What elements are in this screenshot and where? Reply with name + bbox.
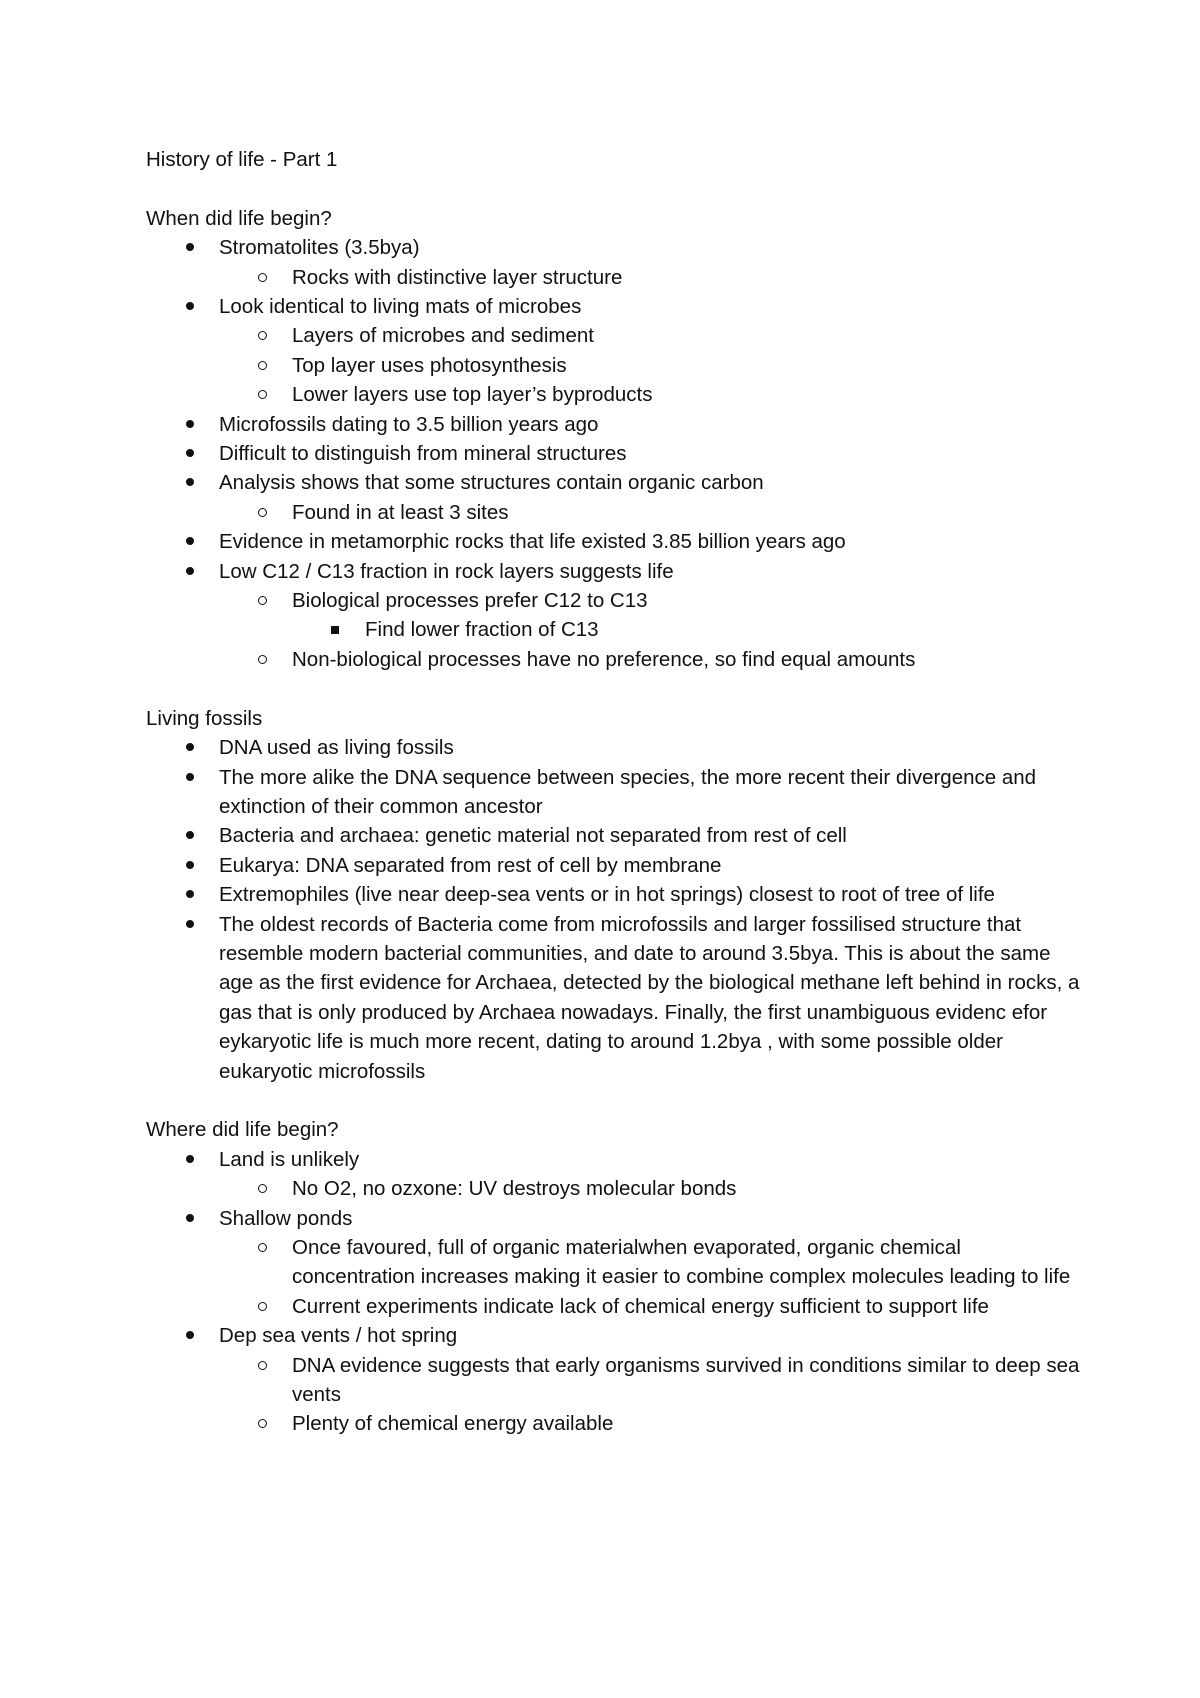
- list-item: [146, 733, 1086, 762]
- list-item-text: Extremophiles (live near deep-sea vents or in hot springs) closest to root of tree of life: [219, 883, 995, 907]
- list-item-text: Microfossils dating to 3.5 billion years ago: [219, 412, 599, 436]
- list-item-text: Low C12 / C13 fraction in rock layers suggests life: [219, 559, 674, 583]
- hollow-bullet-icon: [258, 655, 267, 664]
- list-item: [146, 615, 1086, 644]
- list-item-text: Look identical to living mats of microbes: [219, 295, 582, 319]
- list-item-text: Land is unlikely: [219, 1147, 360, 1171]
- list-item-text: DNA used as living fossils: [219, 736, 454, 760]
- section-spacer: [146, 674, 1086, 703]
- list-item: [146, 1321, 1086, 1350]
- square-bullet-icon: [331, 626, 339, 634]
- list-item: [146, 586, 1086, 615]
- list-item: [146, 763, 1086, 822]
- filled-bullet-icon: [186, 1214, 194, 1222]
- list-item: [146, 1204, 1086, 1233]
- document-body: [146, 174, 1086, 1438]
- list-item: [146, 468, 1086, 497]
- filled-bullet-icon: [186, 773, 194, 781]
- list-item: [146, 263, 1086, 292]
- filled-bullet-icon: [186, 449, 194, 457]
- list-item: [146, 321, 1086, 350]
- list-item: [146, 880, 1086, 909]
- list-item-text: DNA evidence suggests that early organisms survived in conditions similar to deep sea vents: [292, 1353, 1080, 1407]
- document-title: History of life - Part 1: [146, 148, 338, 171]
- section-spacer: [146, 174, 1086, 203]
- filled-bullet-icon: [186, 890, 194, 898]
- filled-bullet-icon: [186, 302, 194, 310]
- list-item-text: Plenty of chemical energy available: [292, 1412, 614, 1436]
- filled-bullet-icon: [186, 478, 194, 486]
- filled-bullet-icon: [186, 920, 194, 928]
- filled-bullet-icon: [186, 537, 194, 545]
- list-item-text: Find lower fraction of C13: [365, 618, 599, 642]
- list-item-text: Rocks with distinctive layer structure: [292, 265, 623, 289]
- bullet-list: [146, 733, 1086, 1086]
- list-item-text: Layers of microbes and sediment: [292, 324, 594, 348]
- filled-bullet-icon: [186, 567, 194, 575]
- hollow-bullet-icon: [258, 508, 267, 517]
- section-heading: Where did life begin?: [146, 1118, 339, 1142]
- list-item: [146, 1174, 1086, 1203]
- list-item-text: Top layer uses photosynthesis: [292, 353, 567, 377]
- list-item: [146, 851, 1086, 880]
- list-item: [146, 527, 1086, 556]
- list-item-text: The oldest records of Bacteria come from microfossils and larger fossilised structure that resemble modern bacterial communities, and date to around 3.5bya. This is about the same age as the first evidence for Archaea, detected by the biological methane left behind in rocks, a gas that is only produced by Archaea nowadays. Finally, the first unambiguous evidenc efor eykaryotic life is much more recent, dating to around 1.2bya , with some possible older eukaryotic microfossils: [219, 912, 1080, 1083]
- list-item: [146, 1145, 1086, 1174]
- hollow-bullet-icon: [258, 596, 267, 605]
- filled-bullet-icon: [186, 861, 194, 869]
- list-item-text: Analysis shows that some structures contain organic carbon: [219, 471, 764, 495]
- filled-bullet-icon: [186, 1155, 194, 1163]
- section-heading: When did life begin?: [146, 206, 332, 230]
- list-item: [146, 380, 1086, 409]
- list-item: [146, 410, 1086, 439]
- bullet-list: [146, 1145, 1086, 1439]
- list-item-text: Once favoured, full of organic materialwhen evaporated, organic chemical concentration increases making it easier to combine complex molecules leading to life: [292, 1235, 1071, 1289]
- list-item-text: Evidence in metamorphic rocks that life existed 3.85 billion years ago: [219, 530, 846, 554]
- list-item-text: Dep sea vents / hot spring: [219, 1324, 458, 1348]
- document-page: [146, 145, 1086, 1439]
- list-item: [146, 233, 1086, 262]
- list-item: [146, 1351, 1086, 1410]
- hollow-bullet-icon: [258, 273, 267, 282]
- list-item: [146, 292, 1086, 321]
- section-heading: Living fossils: [146, 706, 263, 730]
- list-item: [146, 439, 1086, 468]
- filled-bullet-icon: [186, 1331, 194, 1339]
- hollow-bullet-icon: [258, 1302, 267, 1311]
- hollow-bullet-icon: [258, 1243, 267, 1252]
- list-item-text: The more alike the DNA sequence between species, the more recent their divergence and extinction of their common ancestor: [219, 765, 1037, 818]
- list-item: [146, 910, 1086, 1086]
- list-item-text: Bacteria and archaea: genetic material not separated from rest of cell: [219, 824, 847, 848]
- list-item: [146, 557, 1086, 586]
- hollow-bullet-icon: [258, 1184, 267, 1193]
- list-item: [146, 498, 1086, 527]
- list-item-text: Stromatolites (3.5bya): [219, 236, 420, 260]
- hollow-bullet-icon: [258, 1419, 267, 1428]
- filled-bullet-icon: [186, 243, 194, 251]
- hollow-bullet-icon: [258, 331, 267, 340]
- list-item: [146, 1292, 1086, 1321]
- filled-bullet-icon: [186, 743, 194, 751]
- bullet-list: [146, 233, 1086, 674]
- list-item: [146, 1409, 1086, 1438]
- list-item-text: Current experiments indicate lack of chemical energy sufficient to support life: [292, 1294, 989, 1318]
- hollow-bullet-icon: [258, 1361, 267, 1370]
- list-item-text: Non-biological processes have no preference, so find equal amounts: [292, 647, 916, 671]
- hollow-bullet-icon: [258, 390, 267, 399]
- hollow-bullet-icon: [258, 361, 267, 370]
- list-item-text: Found in at least 3 sites: [292, 500, 509, 524]
- filled-bullet-icon: [186, 420, 194, 428]
- list-item-text: Shallow ponds: [219, 1206, 353, 1230]
- list-item-text: Biological processes prefer C12 to C13: [292, 589, 648, 613]
- list-item: [146, 1233, 1086, 1292]
- section-spacer: [146, 1086, 1086, 1115]
- list-item: [146, 351, 1086, 380]
- list-item-text: No O2, no ozxone: UV destroys molecular bonds: [292, 1177, 737, 1201]
- list-item-text: Lower layers use top layer’s byproducts: [292, 383, 653, 407]
- list-item-text: Eukarya: DNA separated from rest of cell by membrane: [219, 853, 722, 877]
- list-item-text: Difficult to distinguish from mineral structures: [219, 442, 627, 466]
- filled-bullet-icon: [186, 831, 194, 839]
- list-item: [146, 821, 1086, 850]
- list-item: [146, 645, 1086, 674]
